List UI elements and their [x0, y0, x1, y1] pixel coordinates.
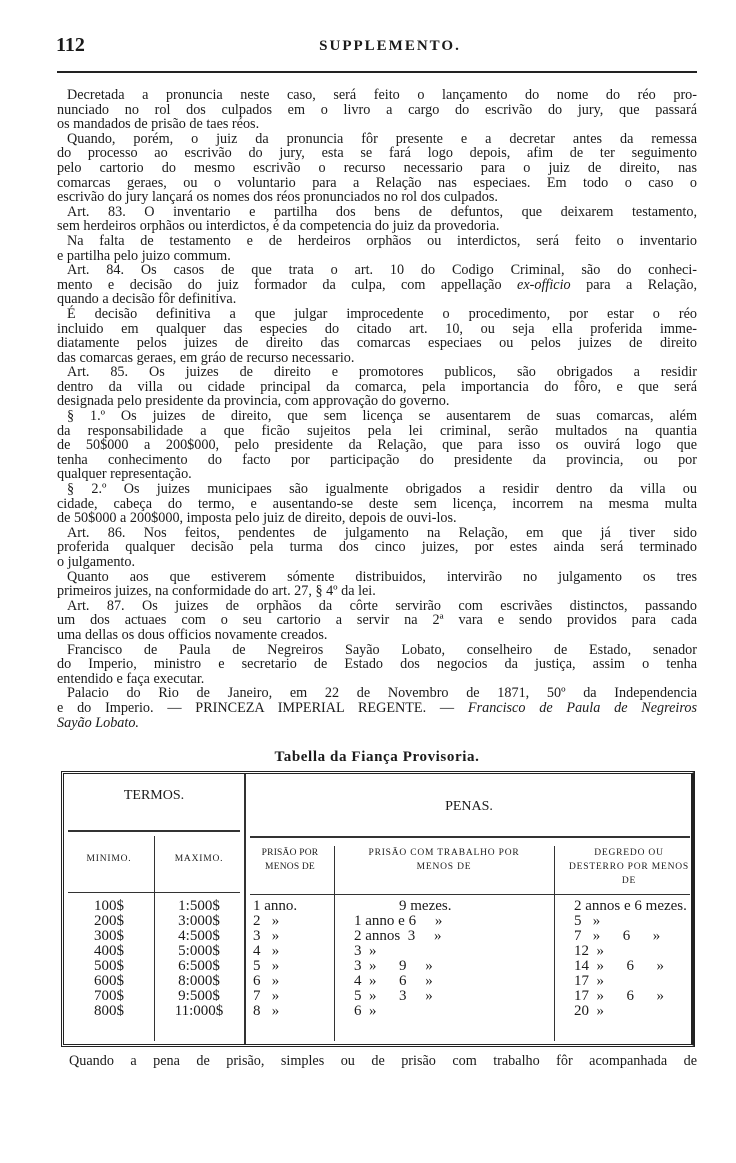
table-cell: 500$: [94, 958, 124, 974]
divider: [250, 894, 690, 895]
text-line: Art. 86. Nos feitos, pendentes de julgamento na Relação, em que já tiver sido: [67, 524, 697, 541]
table-cell: 9 mezes.: [354, 898, 452, 914]
text-line: entendido e faça executar.: [57, 670, 205, 687]
text-line: Decretada a pronuncia neste caso, será feito o lançamento do nome do réo pro-: [67, 87, 697, 103]
text-line: sem herdeiros orphãos ou interdictos, é da competencia do juiz da provedoria.: [57, 218, 500, 235]
text-line: proferida qualquer decisão pela turma dos cinco juizes, por estes ainda será terminado: [57, 539, 697, 556]
text-line: diatamente pelos juizes de direito das comarcas especiaes ou pelos juizes de direito: [57, 335, 697, 352]
table-cell: 5 »: [574, 913, 601, 929]
text-line: quando a decisão fôr definitiva.: [57, 291, 237, 308]
continuation-line: Quando a pena de prisão, simples ou de prisão com trabalho fôr acompanhada de: [69, 1053, 697, 1069]
text-line: Sayão Lobato.: [57, 714, 139, 731]
table-cell: 7 » 6 »: [574, 928, 661, 944]
table-cell: 8:000$: [178, 973, 220, 989]
divider: [244, 774, 246, 1044]
text-line: qualquer representação.: [57, 466, 192, 483]
text-line: § 2.º Os juizes municipaes são igualmente obrigados a residir dentro da villa ou: [67, 481, 697, 498]
table-cell: 700$: [94, 988, 124, 1004]
table-cell: 20 »: [574, 1003, 604, 1019]
text-line: de 50$000 a 200$000, imposta pelo juiz de direito, depois de ouvi-los.: [57, 510, 457, 527]
header-prisao: PRISÃO POR MENOS DE: [261, 848, 319, 872]
divider: [554, 846, 555, 1041]
table-cell: 1:500$: [178, 898, 220, 914]
text-line: Art. 84. Os casos de que trata o art. 10 do Codigo Criminal, são do conheci-: [67, 262, 697, 279]
text-line: § 1.º Os juizes de direito, que sem licença se ausentarem de suas comarcas, além: [67, 408, 697, 425]
running-title: SUPPLEMENTO.: [319, 38, 461, 54]
divider: [68, 892, 240, 893]
column-prisao: [253, 899, 297, 1019]
header-prisao-trabalho: PRISÃO COM TRABALHO POR MENOS DE: [368, 848, 520, 872]
table-cell: 5:000$: [178, 943, 220, 959]
table-cell: 6:500$: [178, 958, 220, 974]
text-line: da responsabilidade a que ficão sujeitos pela lei criminal, serão multados na quantia: [57, 422, 697, 439]
table-cell: 4 » 6 »: [354, 973, 433, 989]
text-line: escrivão do jury lançará os nomes dos réos pronunciados no rol dos culpados.: [57, 189, 498, 206]
text-line: É decisão definitiva a que julgar improcedente o procedimento, por estar o réo: [67, 305, 697, 322]
text-line: e do Imperio. — PRINCEZA IMPERIAL REGENTE. — Francisco de Paula de Negreiros: [57, 699, 697, 716]
text-line: Art. 83. O inventario e partilha dos bens de defuntos, que deixarem testamento,: [67, 203, 697, 220]
text-line: e partilha pelo juizo commum.: [57, 247, 231, 264]
table-cell: 17 »: [574, 973, 604, 989]
header-rule: [57, 71, 697, 73]
header-maximo: MAXIMO.: [174, 854, 224, 864]
table-cell: 14 » 6 »: [574, 958, 664, 974]
header-degredo: DEGREDO OU DESTERRO POR MENOS DE: [569, 848, 689, 886]
text-line: os mandados de prisão de taes réos.: [57, 116, 260, 133]
text-line: Art. 87. Os juizes de orphãos da côrte servirão com escrivães distinctos, passando: [67, 597, 697, 614]
text-line: Francisco de Paula de Negreiros Sayão Lobato, conselheiro de Estado, senador: [67, 641, 697, 658]
table-cell: 5 »: [253, 958, 280, 974]
column-minimo: [64, 899, 154, 1019]
table-cell: 1 anno.: [253, 898, 298, 914]
text-line: Na falta de testamento e de herdeiros orphãos ou interdictos, será feito o inventario: [67, 232, 697, 249]
table-cell: 8 »: [253, 1003, 280, 1019]
text-line: de 50$000 a 200$000, pelo presidente da Relação, que para isso os ouvirá logo que: [57, 437, 697, 454]
page-number: 112: [56, 34, 85, 56]
text-line: Quanto aos que estiverem sómente distribuidos, intervirão no julgamento os tres: [67, 568, 697, 585]
header-minimo: MINIMO.: [86, 854, 132, 864]
text-line: tenha conhecimento do facto por participação do presidente da provincia, ou por: [57, 451, 697, 468]
text-line: Palacio do Rio de Janeiro, em 22 de Novembro de 1871, 50º da Independencia: [67, 685, 697, 702]
divider: [250, 836, 690, 838]
text-line: o julgamento.: [57, 554, 136, 570]
table-cell: 5 » 3 »: [354, 988, 433, 1004]
table-cell: 11:000$: [174, 1003, 224, 1019]
table-cell: 2 »: [253, 913, 280, 929]
column-degredo: [574, 899, 687, 1019]
header-penas: PENAS.: [445, 799, 493, 814]
table-cell: 4:500$: [178, 928, 220, 944]
table-cell: 12 »: [574, 943, 604, 959]
text-line: um dos actuaes com o seu cartorio a servir na 2ª vara e sendo providos para cada: [57, 612, 697, 629]
table-cell: 4 »: [253, 943, 280, 959]
table-cell: 200$: [94, 913, 124, 929]
text-line: Art. 85. Os juizes de direito e promotores publicos, são obrigados a residir: [67, 364, 697, 381]
column-maximo: [154, 899, 244, 1019]
table-cell: 7 »: [253, 988, 280, 1004]
table-cell: 800$: [94, 1003, 124, 1019]
text-line: do Imperio, ministro e secretario de Estado dos negocios da justiça, assim o tenha: [57, 656, 697, 673]
text-line: incluido em qualquer das especies do citado art. 10, ou seja ella proferida imme-: [57, 320, 697, 337]
text-line: uma dellas os dous officios novamente creados.: [57, 626, 328, 643]
table-cell: 3:000$: [178, 913, 220, 929]
table-cell: 17 » 6 »: [574, 988, 664, 1004]
text-line: das comarcas geraes, em gráo de recurso necessario.: [57, 349, 355, 366]
table-caption: Tabella da Fiança Provisoria.: [274, 749, 480, 765]
table-cell: 3 »: [354, 943, 377, 959]
text-line: nunciado no rol dos culpados em o livro a cargo do escrivão do jury, que passará: [57, 101, 697, 118]
body-text: [57, 88, 697, 730]
bail-table: [61, 771, 695, 1047]
table-cell: 6 »: [253, 973, 280, 989]
divider: [334, 846, 335, 1041]
table-cell: 2 annos e 6 mezes.: [574, 898, 687, 914]
column-prisao-trabalho: [354, 899, 451, 1019]
text-line: designada pelo presidente da provincia, com approvação do governo.: [57, 393, 450, 410]
text-line: do processo ao escrivão do jury, esta se fará logo depois, afim de ter seguimento: [57, 145, 697, 162]
text-line: mento e decisão do juiz formador da culpa, com appellação ex-officio para a Relação,: [57, 276, 697, 293]
text-line: primeiros juizes, na conformidade do art. 27, § 4º da lei.: [57, 583, 376, 600]
text-line: dentro da villa ou cidade principal da comarca, pela importancia do fôro, e que será: [57, 378, 697, 395]
header-termos: TERMOS.: [123, 788, 185, 803]
table-cell: 600$: [94, 973, 124, 989]
table-cell: 9:500$: [178, 988, 220, 1004]
text-line: cidade, cabeça do termo, e ausentando-se deste sem licença, incorrem na mesma multa: [57, 495, 697, 512]
table-cell: 3 » 9 »: [354, 958, 433, 974]
table-cell: 100$: [94, 898, 124, 914]
divider: [68, 830, 240, 832]
table-cell: 6 »: [354, 1003, 377, 1019]
text-line: pelo cartorio do mesmo escrivão o recurso necessario para o juiz de direito, nas: [57, 159, 697, 176]
table-cell: 1 anno e 6 »: [354, 913, 443, 929]
table-cell: 400$: [94, 943, 124, 959]
text-line: comarcas geraes, ou o voluntario para a Relação nas especiaes. Em todo o caso o: [57, 174, 697, 191]
table-cell: 3 »: [253, 928, 280, 944]
table-cell: 300$: [94, 928, 124, 944]
table-cell: 2 annos 3 »: [354, 928, 442, 944]
text-line: Quando, porém, o juiz da pronuncia fôr presente e a decretar antes da remessa: [67, 130, 697, 147]
